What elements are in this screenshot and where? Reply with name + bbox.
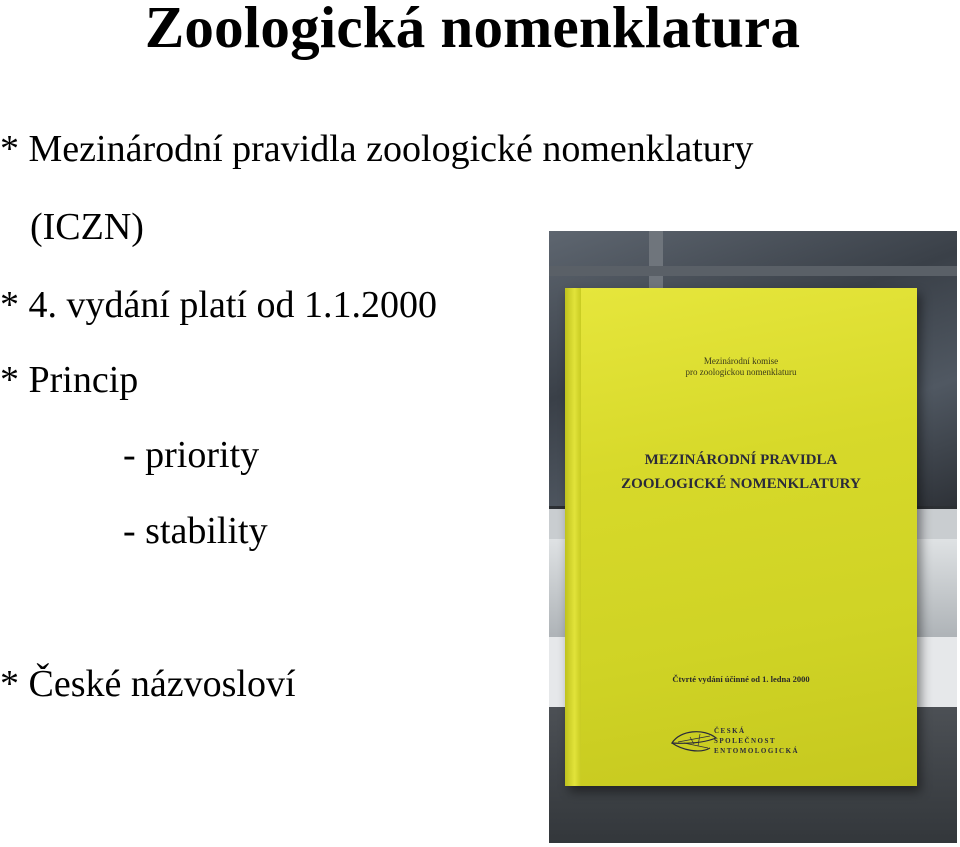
book-title xyxy=(565,448,917,496)
book-photo xyxy=(549,231,957,843)
society-name-line2: SPOLEČNOST xyxy=(714,737,777,745)
bullet-edition: * 4. vydání platí od 1.1.2000 xyxy=(0,284,437,326)
bullet-iczn-continuation: (ICZN) xyxy=(30,206,144,248)
butterfly-wing-icon xyxy=(670,728,718,758)
society-logo xyxy=(670,724,840,764)
bullet-principle: * Princip xyxy=(0,359,139,401)
sub-bullet-priority: - priority xyxy=(123,434,260,476)
book-publisher-line2: pro zoologickou nomenklaturu xyxy=(685,367,797,377)
book-cover xyxy=(565,288,917,786)
book-publisher-line1: Mezinárodní komise xyxy=(703,356,779,366)
book-title-line1: MEZINÁRODNÍ PRAVIDLA xyxy=(644,452,838,468)
sub-bullet-stability: - stability xyxy=(123,510,268,552)
society-name xyxy=(714,726,799,756)
book-publisher xyxy=(565,356,917,378)
slide-title: Zoologická nomenklatura xyxy=(144,0,801,60)
bullet-iczn: * Mezinárodní pravidla zoologické nomenklatury xyxy=(0,128,754,170)
book-title-line2: ZOOLOGICKÉ NOMENKLATURY xyxy=(621,476,861,492)
window-frame-horizontal xyxy=(549,266,957,276)
society-name-line3: ENTOMOLOGICKÁ xyxy=(714,747,800,755)
book-edition: Čtvrté vydání účinné od 1. ledna 2000 xyxy=(672,674,810,684)
society-name-line1: ČESKÁ xyxy=(714,727,746,735)
bullet-czech-nomenclature: * České názvosloví xyxy=(0,663,296,705)
